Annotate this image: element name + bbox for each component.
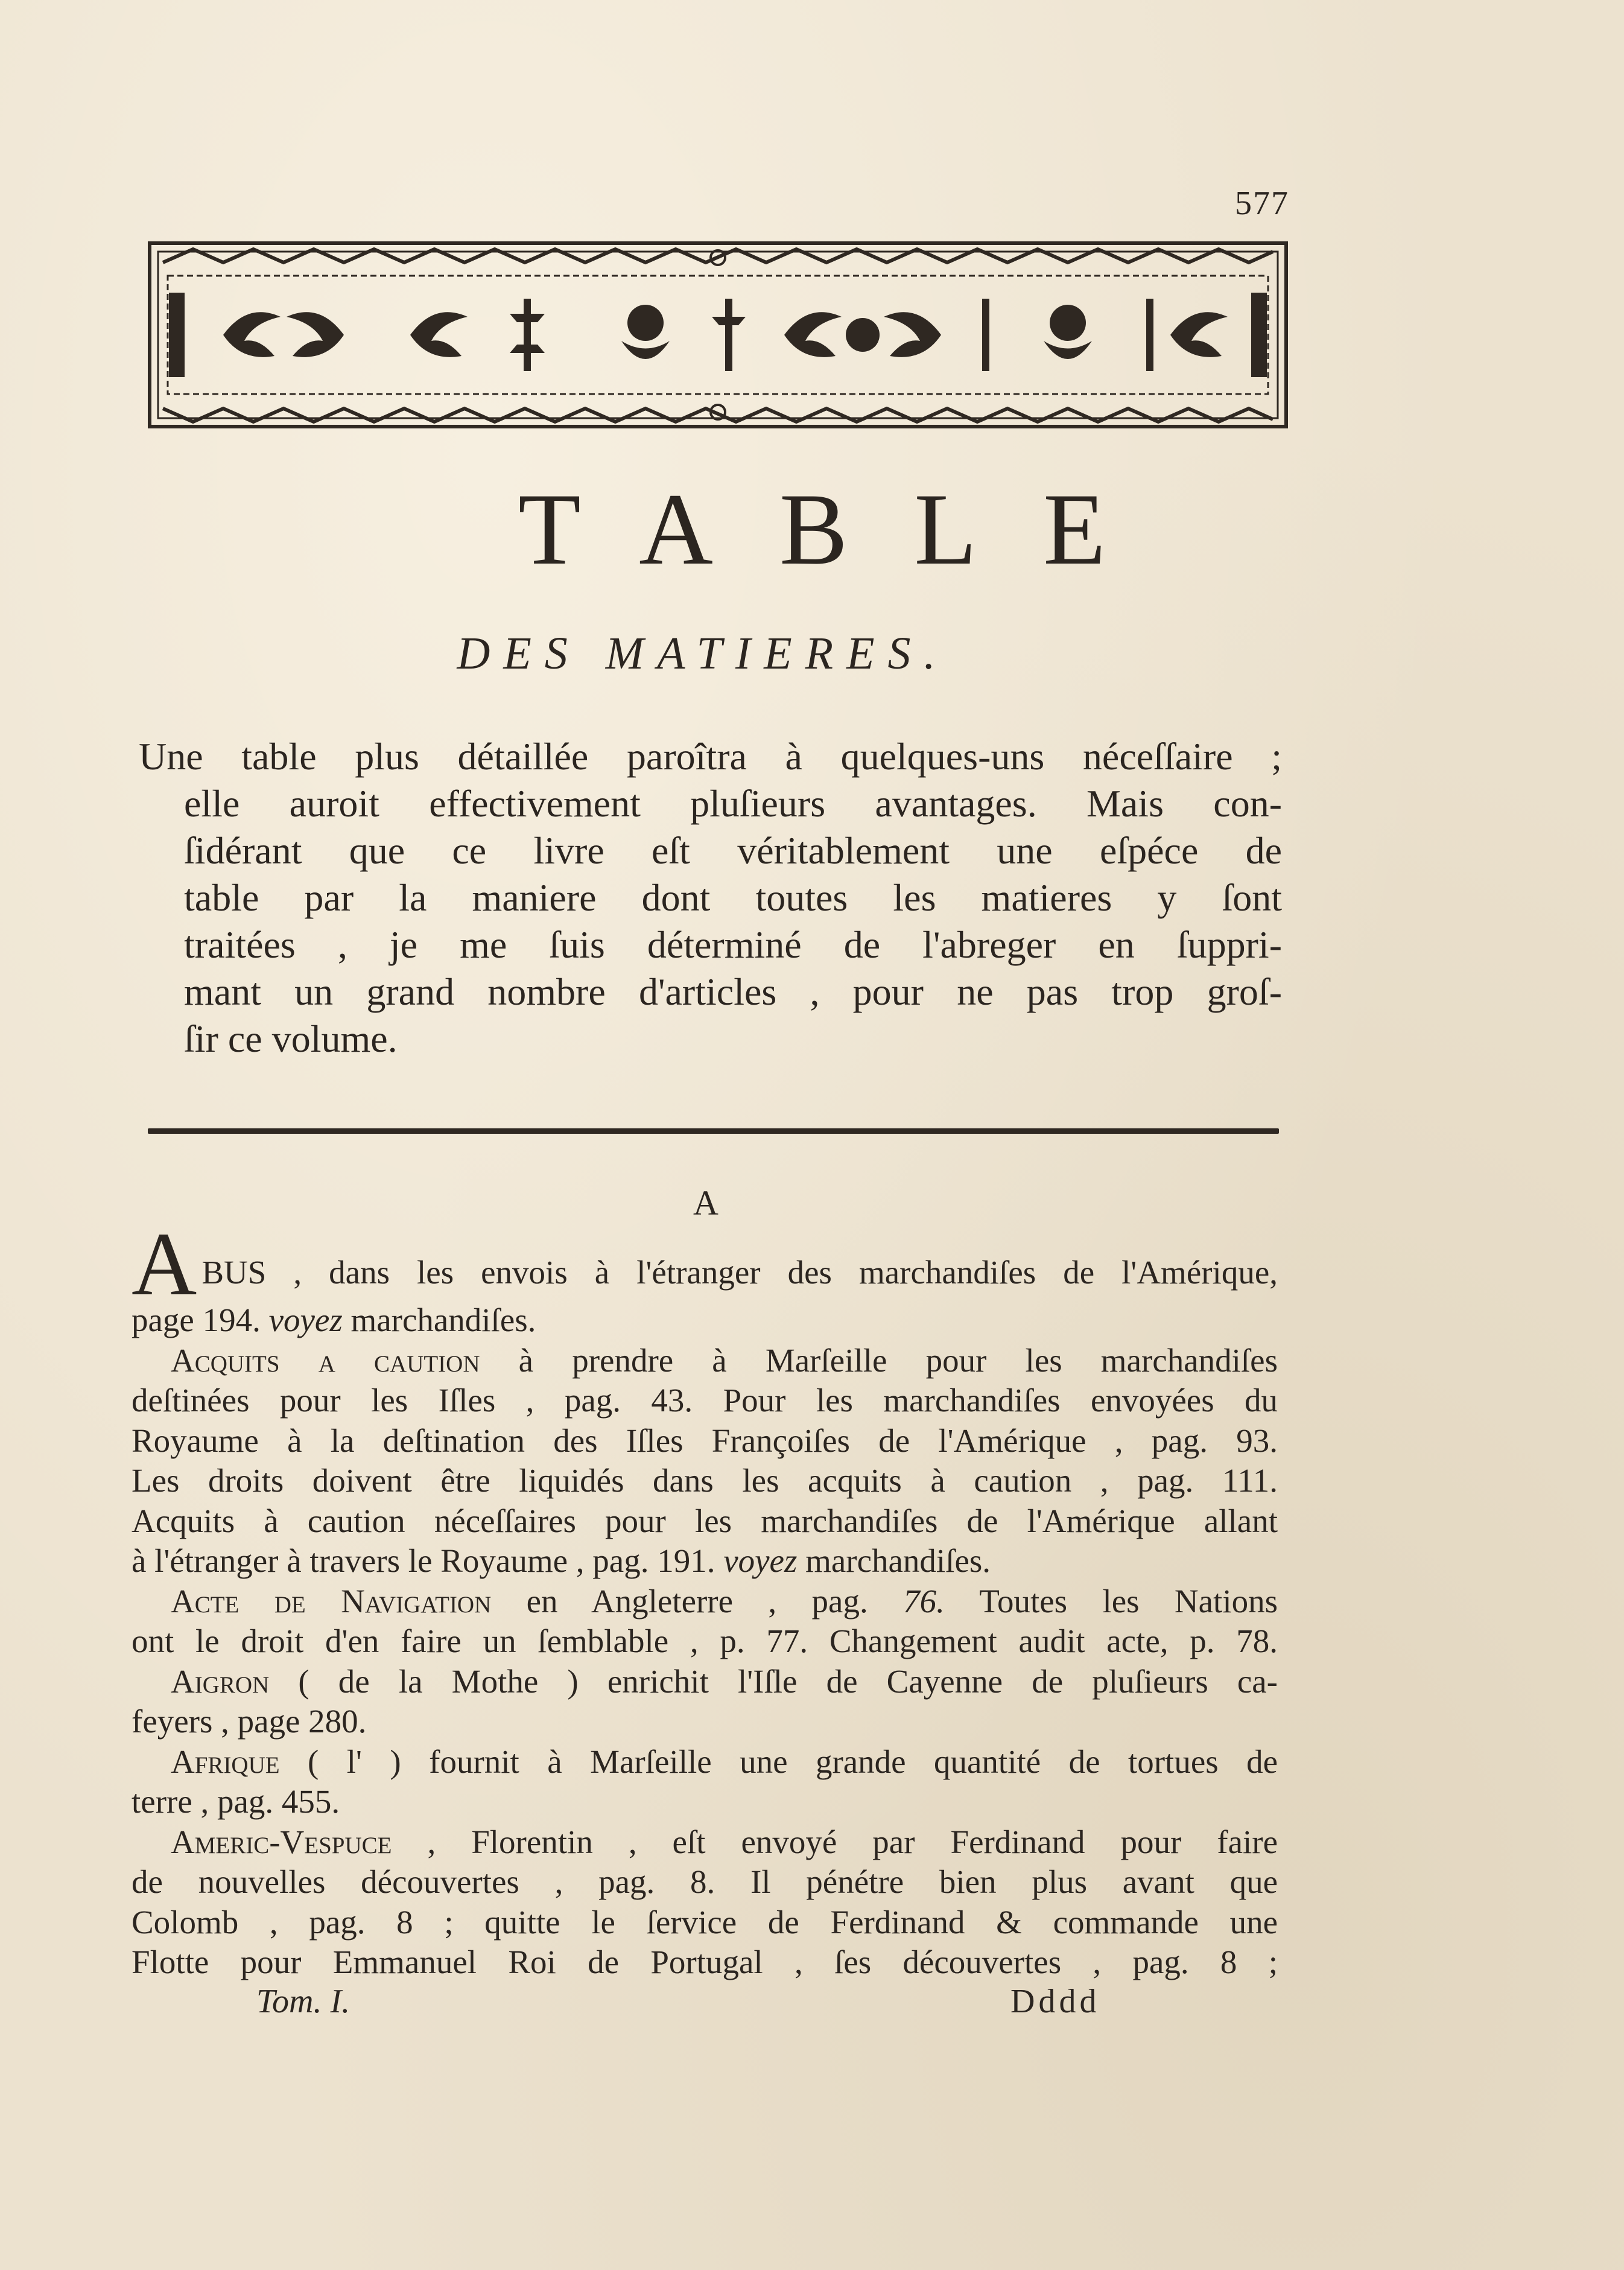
entry-americ-line — [132, 1822, 1278, 1863]
entry-text: ( de la Mothe ) enrichit l'Iſle de Cayenne de pluſieurs ca- — [298, 1662, 1278, 1700]
entry-head: Acquits a caution — [171, 1341, 480, 1379]
entry-aigron-line — [132, 1662, 1278, 1702]
entry-acte-line: ont le droit d'en faire un ſemblable , p. 77. Changement audit acte, p. 78. — [132, 1623, 1278, 1659]
entry-text: page 194. — [132, 1302, 261, 1338]
page-title: TABLE — [518, 472, 1173, 586]
entry-head: Acte de Navigation — [171, 1582, 492, 1620]
entry-americ-line: de nouvelles découvertes , pag. 8. Il pénétre bien plus avant que — [132, 1863, 1278, 1900]
entry-acquits-line — [132, 1541, 1278, 1582]
entry-acquits-line: deſtinées pour les Iſles , pag. 43. Pour les marchandiſes envoyées du — [132, 1382, 1278, 1419]
entry-text: , Florentin , eſt envoyé par Ferdinand pour faire — [427, 1823, 1278, 1860]
entry-page-ref: 76. — [903, 1582, 945, 1620]
drop-capital: A — [132, 1228, 197, 1300]
preface-line: table par la maniere dont toutes les matieres y ſont — [184, 876, 1282, 919]
preface-line: ſidérant que ce livre eſt véritablement une eſpéce de — [184, 829, 1282, 872]
preface-line: elle auroit effectivement pluſieurs avantages. Mais con- — [184, 782, 1282, 825]
volume-label: Tom. I. — [256, 1983, 350, 2020]
preface-line: mant un grand nombre d'articles , pour ne pas trop groſ- — [184, 970, 1282, 1013]
preface-line: traitées , je me ſuis déterminé de l'abreger en ſuppri- — [184, 923, 1282, 966]
preface-paragraph — [139, 733, 1282, 1063]
entry-text: à l'étranger à travers le Royaume , pag. 191. — [132, 1542, 715, 1579]
entry-text: marchandiſes. — [805, 1542, 991, 1579]
signature-mark: Dddd — [1010, 1983, 1100, 2020]
entry-aigron-line: feyers , page 280. — [132, 1703, 367, 1740]
entry-abus-line — [132, 1228, 1278, 1300]
section-letter: A — [693, 1183, 718, 1222]
page-number: 577 — [1235, 185, 1289, 222]
entry-crossref: voyez — [268, 1302, 343, 1338]
entry-text: marchandiſes. — [350, 1302, 536, 1338]
entry-text: en Angleterre , pag. — [526, 1582, 868, 1620]
entry-head: Afrique — [171, 1743, 280, 1780]
entry-acquits-line: Les droits doivent être liquidés dans les acquits à caution , pag. 111. — [132, 1462, 1278, 1499]
entry-acquits-line — [132, 1341, 1278, 1381]
entry-text: Toutes les Nations — [979, 1582, 1278, 1620]
entry-afrique-line: terre , pag. 455. — [132, 1783, 340, 1820]
entry-head: BUS — [201, 1254, 267, 1291]
entry-crossref: voyez — [723, 1542, 798, 1579]
entry-acquits-line: Acquits à caution néceſſaires pour les marchandiſes de l'Amérique allant — [132, 1502, 1278, 1539]
index-entries — [132, 1228, 1278, 1983]
preface-line: ſir ce volume. — [184, 1017, 398, 1060]
decorative-headpiece — [145, 238, 1291, 431]
entry-americ-line: Colomb , pag. 8 ; quitte le ſervice de Ferdinand & commande une — [132, 1903, 1278, 1941]
entry-text: à prendre à Marſeille pour les marchandiſes — [518, 1341, 1278, 1379]
entry-head: Americ-Vespuce — [171, 1823, 392, 1860]
entry-text: , dans les envois à l'étranger des marchandiſes de l'Amérique, — [293, 1254, 1278, 1291]
entry-text: ( l' ) fournit à Marſeille une grande quantité de tortues de — [308, 1743, 1278, 1780]
page-subtitle: DES MATIERES. — [457, 628, 949, 679]
entry-acquits-line: Royaume à la deſtination des Iſles Françoiſes de l'Amérique , pag. 93. — [132, 1422, 1278, 1459]
entry-head: Aigron — [171, 1662, 270, 1700]
preface-line: Une table plus détaillée paroîtra à quelques-uns néceſſaire ; — [139, 735, 1282, 778]
entry-afrique-line — [132, 1742, 1278, 1782]
entry-acte-line — [132, 1582, 1278, 1622]
entry-abus-line — [132, 1300, 1278, 1341]
entry-americ-line: Flotte pour Emmanuel Roi de Portugal , ſes découvertes , pag. 8 ; — [132, 1944, 1278, 1980]
horizontal-rule — [148, 1128, 1279, 1134]
